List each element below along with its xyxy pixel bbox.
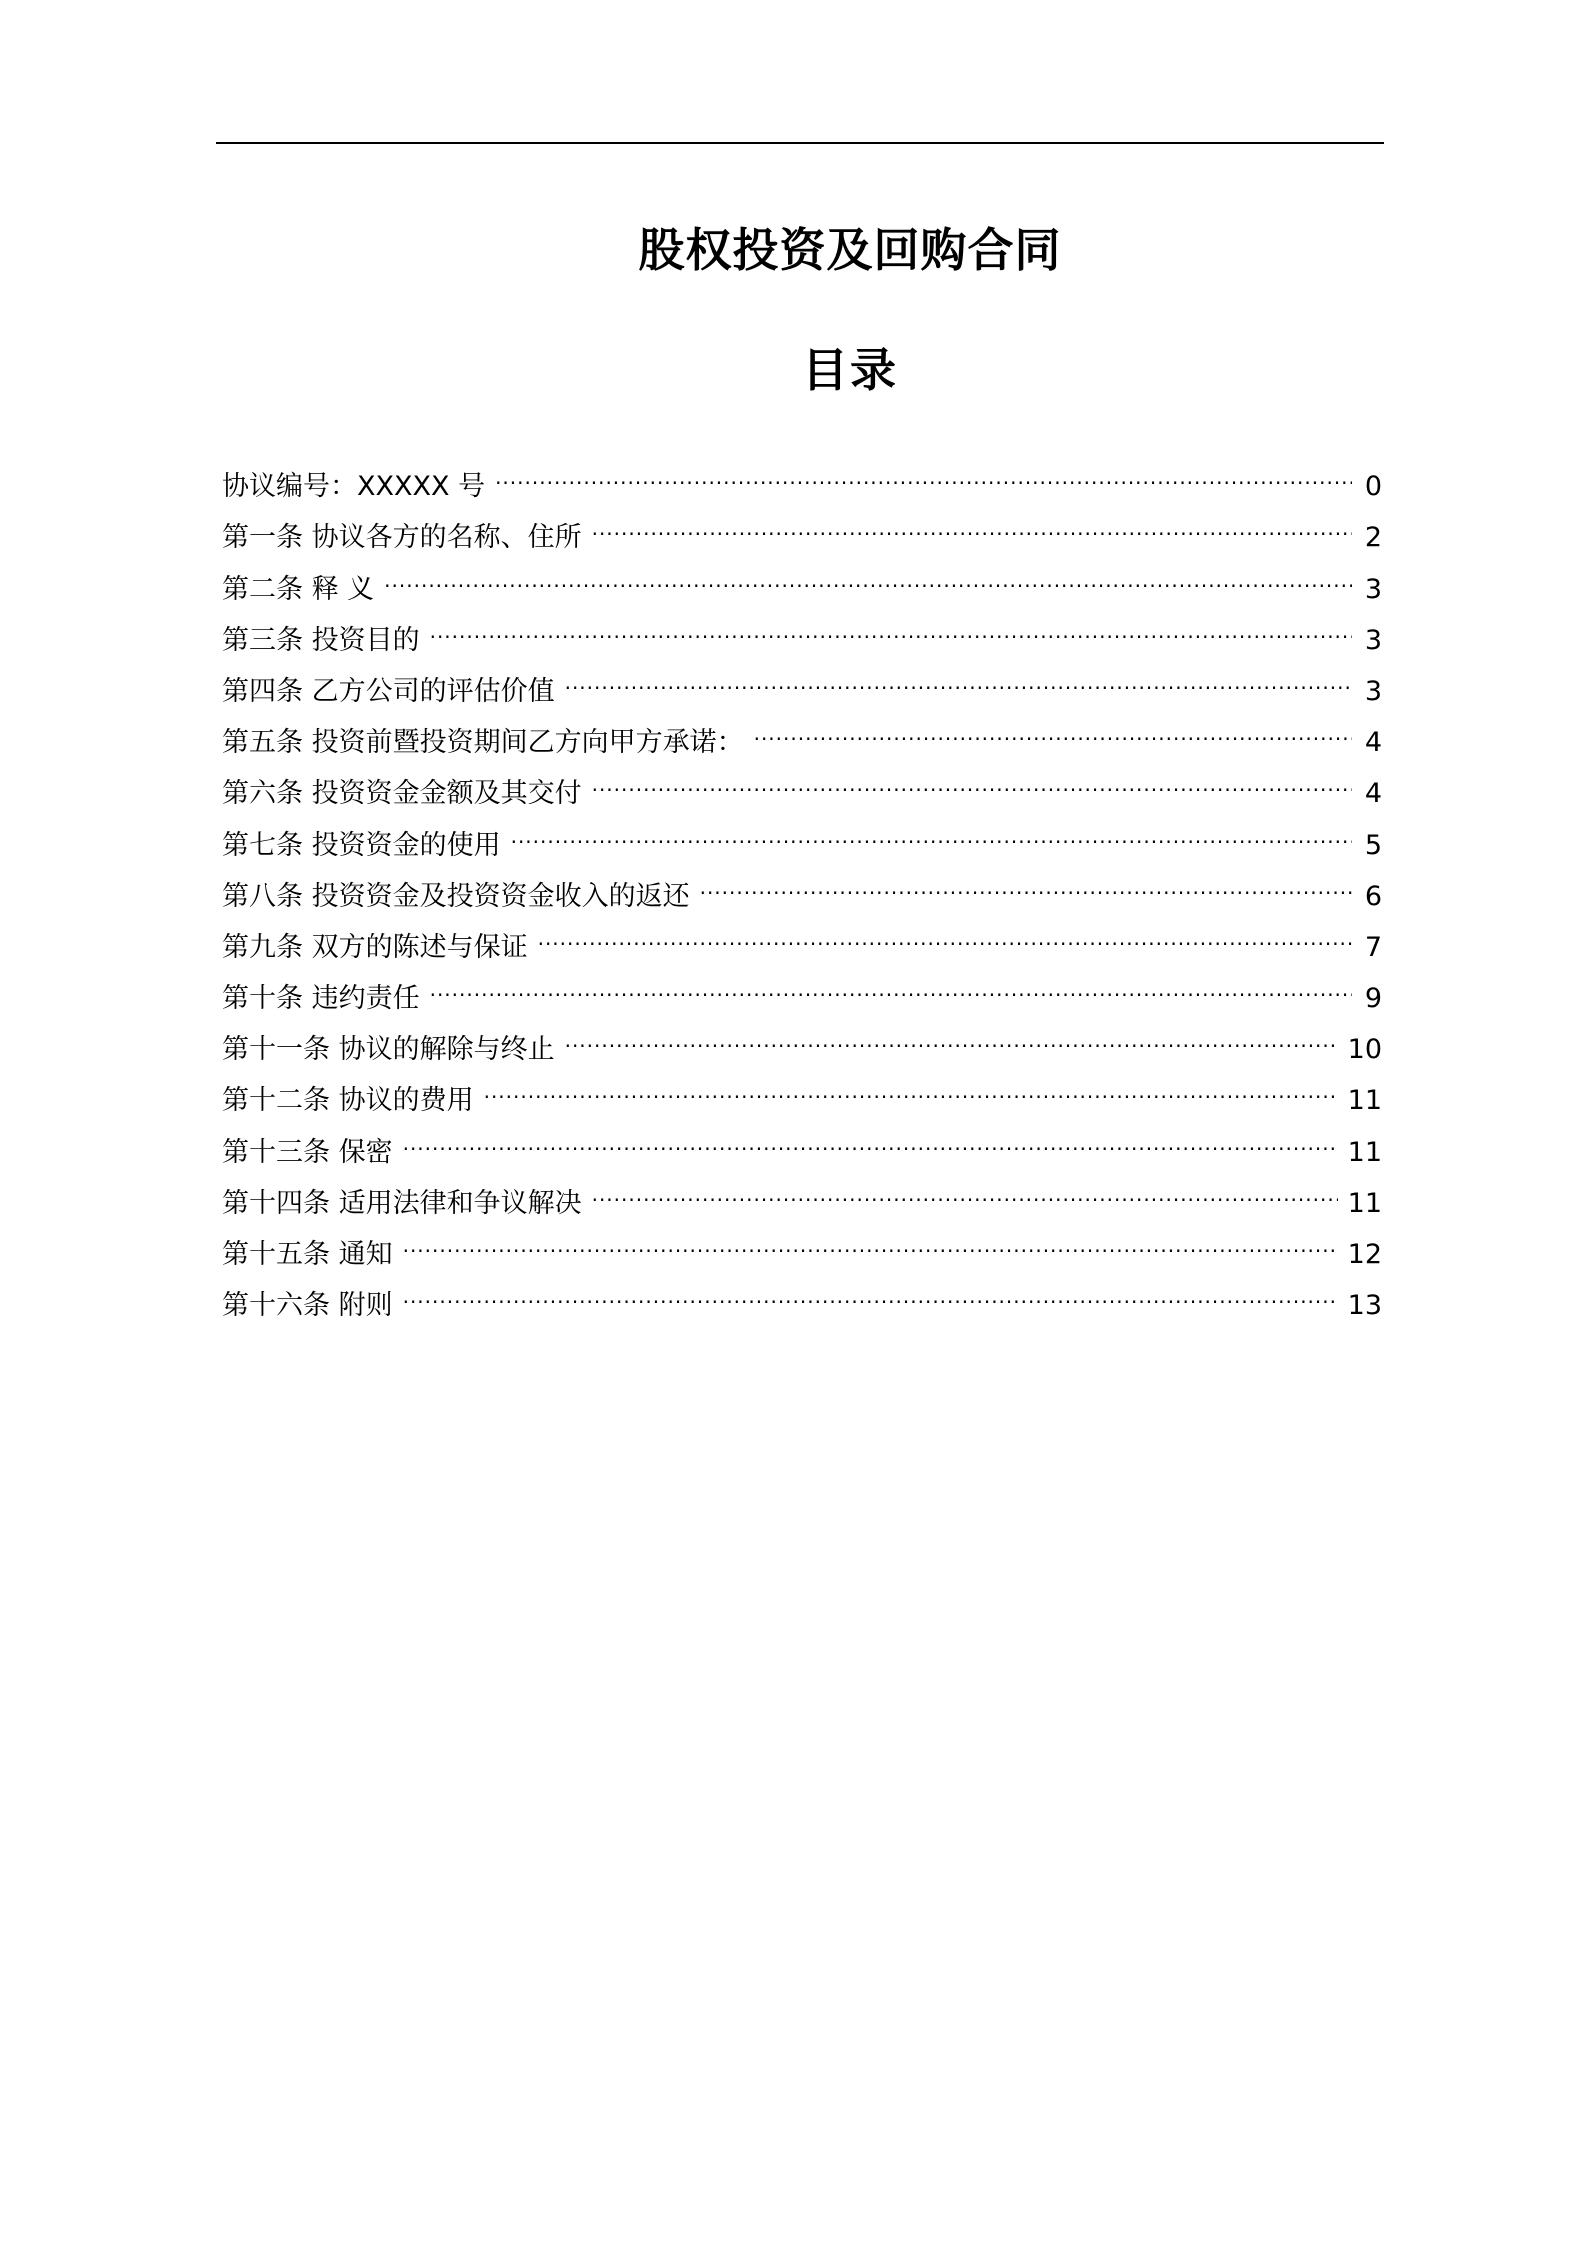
toc-entry-label: 第六条 投资资金金额及其交付 [222,778,582,810]
toc-title: 目录 [802,343,898,397]
toc-entry-label: 第四条 乙方公司的评估价值 [222,675,555,707]
toc-dot-leader [403,1263,1338,1314]
toc-entry-label: 第十三条 保密 [222,1136,393,1168]
toc-entry-label: 第二条 释 义 [222,573,375,605]
toc-dot-leader [403,1212,1338,1263]
toc-entry-page: 7 [1364,931,1382,963]
toc-dot-leader [430,598,1352,649]
table-of-contents [222,444,1382,1322]
toc-entry-page: 12 [1347,1239,1382,1270]
toc-entry-page: 6 [1364,880,1382,912]
toc-entry-label: 第八条 投资资金及投资资金收入的返还 [222,880,690,912]
toc-dot-leader [384,546,1352,597]
toc-entry-label: 第十二条 协议的费用 [222,1085,474,1117]
toc-dot-leader [495,444,1352,495]
toc-entry-page: 5 [1364,829,1382,861]
toc-dot-leader [592,495,1352,546]
toc-dot-leader [700,854,1352,905]
toc-entry-page: 10 [1347,1034,1382,1066]
toc-entry-page: 3 [1364,624,1382,656]
toc-dot-leader [592,751,1352,802]
toc-dot-leader [754,700,1352,751]
toc-entry-page: 13 [1347,1290,1382,1322]
toc-entry-page: 11 [1347,1187,1382,1219]
toc-entry-page: 3 [1364,573,1382,605]
toc-dot-leader [430,956,1352,1007]
toc-entry-page: 4 [1364,727,1382,759]
toc-entry[interactable] [222,1263,1382,1322]
header-rule [216,142,1384,144]
toc-entry-label: 协议编号：XXXXX 号 [222,471,486,503]
toc-entry-label: 第五条 投资前暨投资期间乙方向甲方承诺： [222,727,744,759]
toc-dot-leader [565,649,1352,700]
toc-entry[interactable] [222,598,1382,656]
document-title: 股权投资及回购合同 [638,223,1062,277]
toc-entry[interactable] [222,444,1382,503]
toc-entry-label: 第九条 双方的陈述与保证 [222,931,528,963]
toc-dot-leader [565,1007,1338,1058]
toc-dot-leader [511,802,1352,853]
toc-dot-leader [538,905,1352,956]
toc-entry-page: 11 [1347,1085,1382,1117]
toc-entry-label: 第十一条 协议的解除与终止 [222,1034,555,1066]
toc-dot-leader [403,1109,1338,1160]
toc-entry-label: 第十六条 附则 [222,1290,393,1322]
toc-dot-leader [592,1161,1338,1212]
toc-dot-leader [484,1058,1338,1109]
toc-entry-page: 3 [1364,675,1382,707]
toc-entry-page: 11 [1347,1136,1382,1168]
toc-entry-page: 0 [1364,471,1382,503]
toc-entry-label: 第十四条 适用法律和争议解决 [222,1187,582,1219]
toc-entry-label: 第十条 违约责任 [222,983,420,1015]
toc-entry-label: 第三条 投资目的 [222,624,420,656]
toc-entry-page: 2 [1364,522,1382,554]
toc-entry[interactable] [222,546,1382,605]
toc-entry-label: 第十五条 通知 [222,1239,393,1270]
toc-entry-page: 9 [1364,983,1382,1015]
toc-entry[interactable] [222,1161,1382,1219]
toc-entry-label: 第七条 投资资金的使用 [222,829,501,861]
toc-entry-label: 第一条 协议各方的名称、住所 [222,522,582,554]
toc-entry-page: 4 [1364,778,1382,810]
